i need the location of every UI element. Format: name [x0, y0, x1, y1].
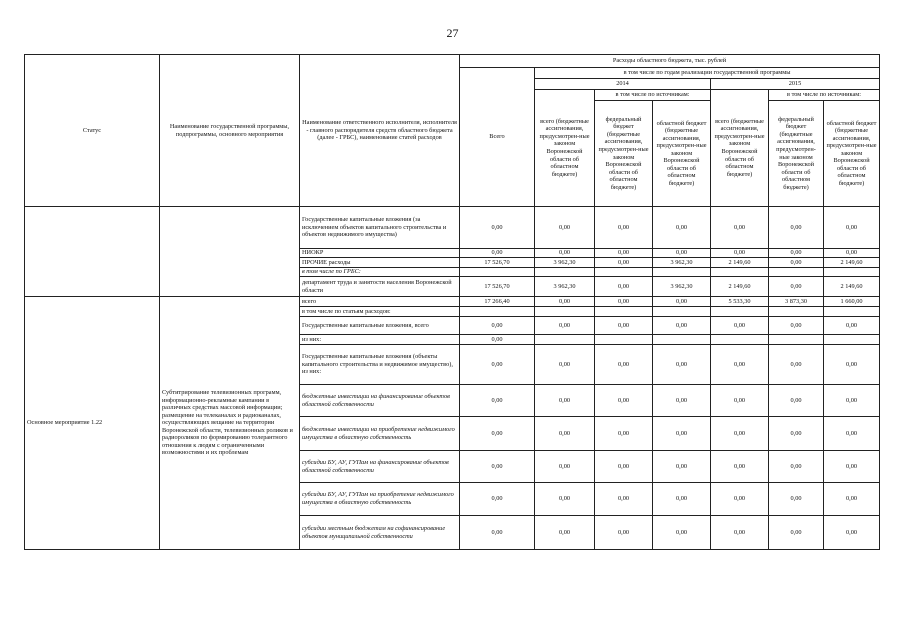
- value-cell: 0,00: [535, 451, 595, 483]
- table-row: [25, 207, 880, 249]
- value-cell: 0,00: [535, 417, 595, 451]
- row-label: из них:: [300, 335, 460, 345]
- row-label: департамент труда и занятости населения Воронежской области: [300, 277, 460, 297]
- measure-status: Основное мероприятие 1.22: [25, 297, 160, 550]
- value-cell: 0,00: [595, 345, 653, 385]
- value-cell: 0,00: [595, 249, 653, 258]
- value-cell: 3 962,30: [653, 258, 711, 268]
- value-cell: 0,00: [595, 297, 653, 307]
- status-empty: [25, 207, 160, 297]
- measure-name: Субтитрирование телевизионных программ, информационно-рекламные кампании в различных средствах массовой информации; размещение на телеканалах и радиоканалах, осуществляющих вещание на территории Воронежской области, телевизионных роликов и радиороликов по формированию толерантного отношения к людям с ограниченными возможностями и их проблемам: [160, 297, 300, 550]
- row-label: НИОКР: [300, 249, 460, 258]
- row-label: Государственные капитальные вложения, всего: [300, 317, 460, 335]
- empty-cell: [711, 307, 769, 317]
- value-cell: 17 526,70: [460, 258, 535, 268]
- value-cell: 0,00: [460, 249, 535, 258]
- value-cell: 0,00: [824, 417, 880, 451]
- value-cell: 0,00: [824, 345, 880, 385]
- value-cell: 0,00: [769, 385, 824, 417]
- value-cell: 0,00: [653, 385, 711, 417]
- value-cell: 0,00: [769, 277, 824, 297]
- value-cell: 0,00: [595, 516, 653, 550]
- value-cell: 0,00: [711, 385, 769, 417]
- budget-table: [24, 54, 880, 550]
- value-cell: 0,00: [535, 207, 595, 249]
- row-label: Государственные капитальные вложения (за исключением объектов капитального строительства и объектов недвижимого имущества): [300, 207, 460, 249]
- value-cell: 0,00: [769, 249, 824, 258]
- value-cell: 0,00: [460, 516, 535, 550]
- value-cell: 0,00: [460, 317, 535, 335]
- row-label: субсидии местным бюджетам на софинансирование объектов муниципальной собственности: [300, 516, 460, 550]
- value-cell: 2 149,60: [711, 258, 769, 268]
- value-cell: 0,00: [769, 207, 824, 249]
- value-cell: 0,00: [595, 483, 653, 516]
- empty-cell: [824, 268, 880, 277]
- value-cell: 0,00: [711, 451, 769, 483]
- header-executor: Наименование ответственного исполнителя, исполнителя - главного распорядителя средств областного бюджета (далее - ГРБС), наименование статей расходов: [300, 55, 460, 207]
- value-cell: 0,00: [769, 345, 824, 385]
- page-number: 27: [446, 26, 459, 40]
- value-cell: 5 533,30: [711, 297, 769, 307]
- value-cell: 0,00: [460, 483, 535, 516]
- value-cell: 0,00: [595, 317, 653, 335]
- header-2014-all: всего (бюджетные ассигнования, предусмотрен-ные законом Воронежской области об областном бюджете): [535, 90, 595, 207]
- header-year-2015: 2015: [711, 79, 880, 90]
- row-label: всего: [300, 297, 460, 307]
- value-cell: 0,00: [595, 451, 653, 483]
- value-cell: 0,00: [653, 317, 711, 335]
- empty-cell: [535, 335, 595, 345]
- value-cell: 0,00: [824, 207, 880, 249]
- empty-cell: [711, 268, 769, 277]
- value-cell: 0,00: [824, 385, 880, 417]
- value-cell: 3 962,30: [535, 258, 595, 268]
- value-cell: 0,00: [769, 317, 824, 335]
- row-label: ПРОЧИЕ расходы: [300, 258, 460, 268]
- value-cell: 0,00: [460, 385, 535, 417]
- value-cell: 0,00: [824, 516, 880, 550]
- value-cell: 0,00: [769, 258, 824, 268]
- row-label: субсидии БУ, АУ, ГУПам на финансирование объектов областной собственности: [300, 451, 460, 483]
- value-cell: 0,00: [595, 258, 653, 268]
- value-cell: 0,00: [711, 207, 769, 249]
- value-cell: 0,00: [460, 345, 535, 385]
- empty-cell: [460, 307, 535, 317]
- value-cell: 0,00: [711, 417, 769, 451]
- value-cell: 0,00: [653, 207, 711, 249]
- value-cell: 0,00: [460, 207, 535, 249]
- value-cell: 2 149,60: [824, 258, 880, 268]
- value-cell: 0,00: [769, 516, 824, 550]
- row-label: в том числе по ГРБС:: [300, 268, 460, 277]
- row-label: бюджетные инвестиции на финансирование объектов областной собственности: [300, 385, 460, 417]
- value-cell: 3 962,30: [535, 277, 595, 297]
- value-cell: 0,00: [711, 317, 769, 335]
- value-cell: 0,00: [535, 249, 595, 258]
- row-label: субсидии БУ, АУ, ГУПам на приобретение недвижимого имущества в областную собственность: [300, 483, 460, 516]
- value-cell: 0,00: [535, 516, 595, 550]
- value-cell: 0,00: [769, 483, 824, 516]
- header-2015-all: всего (бюджетные ассигнования, предусмотрен-ные законом Воронежской области об областном бюджете): [711, 90, 769, 207]
- value-cell: 0,00: [653, 451, 711, 483]
- header-2015-sources: в том числе по источникам:: [769, 90, 880, 101]
- value-cell: 0,00: [653, 249, 711, 258]
- value-cell: 0,00: [595, 385, 653, 417]
- value-cell: 0,00: [595, 277, 653, 297]
- empty-cell: [460, 268, 535, 277]
- value-cell: 0,00: [460, 417, 535, 451]
- header-2014-regional: областной бюджет (бюджетные ассигнования, предусмотрен-ные законом Воронежской области об областном бюджете): [653, 101, 711, 207]
- empty-cell: [824, 307, 880, 317]
- value-cell: 0,00: [653, 297, 711, 307]
- value-cell: 0,00: [535, 345, 595, 385]
- value-cell: 1 660,00: [824, 297, 880, 307]
- table-row: [25, 297, 880, 307]
- value-cell: 17 526,70: [460, 277, 535, 297]
- header-program: Наименование государственной программы, подпрограммы, основного мероприятия: [160, 55, 300, 207]
- empty-cell: [595, 268, 653, 277]
- empty-cell: [535, 268, 595, 277]
- value-cell: 0,00: [824, 249, 880, 258]
- row-label: Государственные капитальные вложения (объекты капитального строительства и недвижимое имущество), из них:: [300, 345, 460, 385]
- empty-cell: [769, 268, 824, 277]
- value-cell: 0,00: [824, 317, 880, 335]
- empty-cell: [653, 268, 711, 277]
- empty-cell: [711, 335, 769, 345]
- value-cell: 0,00: [595, 207, 653, 249]
- value-cell: 0,00: [653, 483, 711, 516]
- header-expenses: Расходы областного бюджета, тыс. рублей: [460, 55, 880, 68]
- value-cell: 0,00: [460, 451, 535, 483]
- row-label: бюджетные инвестиции на приобретение недвижимого имущества в областную собственность: [300, 417, 460, 451]
- value-cell: 3 962,30: [653, 277, 711, 297]
- value-cell: 0,00: [711, 345, 769, 385]
- value-cell: 0,00: [460, 335, 535, 345]
- header-by-years: в том числе по годам реализации государственной программы: [535, 68, 880, 79]
- value-cell: 0,00: [711, 249, 769, 258]
- value-cell: 0,00: [769, 451, 824, 483]
- empty-cell: [653, 335, 711, 345]
- value-cell: 0,00: [653, 417, 711, 451]
- value-cell: 0,00: [653, 345, 711, 385]
- header-year-2014: 2014: [535, 79, 711, 90]
- value-cell: 0,00: [535, 385, 595, 417]
- value-cell: 0,00: [535, 317, 595, 335]
- value-cell: 17 266,40: [460, 297, 535, 307]
- value-cell: 0,00: [653, 516, 711, 550]
- empty-cell: [769, 307, 824, 317]
- empty-cell: [595, 307, 653, 317]
- empty-cell: [535, 307, 595, 317]
- empty-cell: [595, 335, 653, 345]
- value-cell: 2 149,60: [824, 277, 880, 297]
- empty-cell: [769, 335, 824, 345]
- header-2015-regional: областной бюджет (бюджетные ассигнования, предусмотрен-ные законом Воронежской области об областном бюджете): [824, 101, 880, 207]
- header-2014-federal: федеральный бюджет (бюджетные ассигнования, предусмотрен-ные законом Воронежской области об областном бюджете): [595, 101, 653, 207]
- empty-cell: [824, 335, 880, 345]
- value-cell: 0,00: [595, 417, 653, 451]
- header-2014-sources: в том числе по источникам:: [595, 90, 711, 101]
- header-total: Всего: [460, 68, 535, 207]
- value-cell: 0,00: [535, 297, 595, 307]
- value-cell: 0,00: [824, 451, 880, 483]
- value-cell: 0,00: [711, 516, 769, 550]
- value-cell: 3 873,30: [769, 297, 824, 307]
- value-cell: 0,00: [824, 483, 880, 516]
- empty-cell: [653, 307, 711, 317]
- row-label: в том числе по статьям расходов:: [300, 307, 460, 317]
- value-cell: 2 149,60: [711, 277, 769, 297]
- value-cell: 0,00: [711, 483, 769, 516]
- value-cell: 0,00: [769, 417, 824, 451]
- header-2015-federal: федеральный бюджет (бюджетные ассигнования, предусмотрен-ные законом Воронежской области об областном бюджете): [769, 101, 824, 207]
- program-empty: [160, 207, 300, 297]
- value-cell: 0,00: [535, 483, 595, 516]
- header-status: Статус: [25, 55, 160, 207]
